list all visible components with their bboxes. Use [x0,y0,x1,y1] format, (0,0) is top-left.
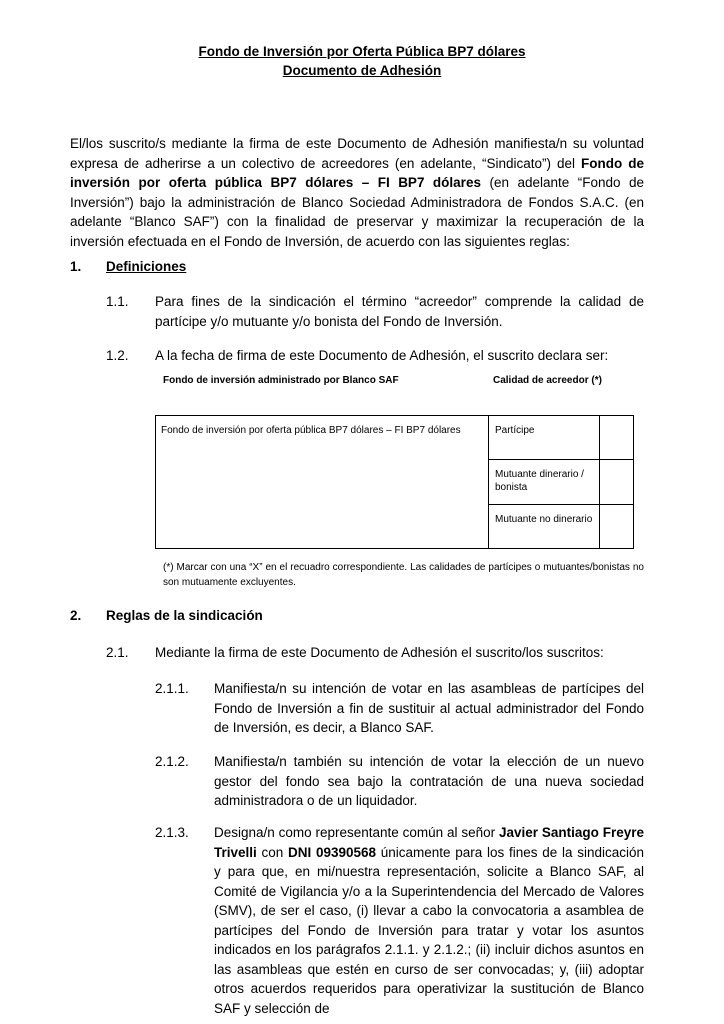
table-footnote: (*) Marcar con una “X” en el recuadro correspondiente. Las calidades de partícipes o mutuantes/bonistas no son mutuamente excluyentes. [163,562,644,588]
table-header-fund: Fondo de inversión administrado por Blanco SAF [163,375,399,386]
intro-paragraph: El/los suscrito/s mediante la firma de este Documento de Adhesión manifiesta/n su voluntad expresa de adherirse a un colectivo de acreedores (en adelante, “Sindicato”) del Fondo de inversión por oferta pública BP7 dólares – FI BP7 dólares (en adelante “Fondo de Inversión”) bajo la administración de Blanco Sociedad Administradora de Fondos S.A.C. (en adelante “Blanco SAF”) con la finalidad de preservar y maximizar la recuperación de la inversión efectuada en el Fondo de Inversión, de acuerdo con las siguientes reglas: [70,136,645,249]
item-2-1-2-text: Manifiesta/n también su intención de votar la elección de un nuevo gestor del fondo sea bajo la contratación de una nueva sociedad administradora o de un liquidador. [214,754,644,808]
item-1-1-text: Para fines de la sindicación el término “acreedor” comprende la calidad de partícipe y/o mutuante y/o bonista del Fondo de Inversión. [155,294,644,329]
section-1-title: Definiciones [106,259,187,274]
fund-name-cell: Fondo de inversión por oferta pública BP7 dólares – FI BP7 dólares [156,416,489,549]
item-2-1-1-text: Manifiesta/n su intención de votar en las asambleas de partícipes del Fondo de Inversión a fin de sustituir al actual administrador del Fondo de Inversión, es decir, a Blanco SAF. [214,681,644,735]
item-2-1-3-number: 2.1.3. [155,825,189,840]
item-2-1-1-number: 2.1.1. [155,681,189,696]
representative-name: Javier Santiago Freyre Trivelli [214,825,644,860]
table-header-quality: Calidad de acreedor (*) [493,375,602,386]
checkbox-participe[interactable] [600,416,634,460]
quality-label-participe: Partícipe [489,416,600,460]
checkbox-mutuante-no-dinerario[interactable] [600,505,634,549]
item-2-1-text: Mediante la firma de este Documento de Adhesión el suscrito/los suscritos: [155,645,604,660]
item-1-2-number: 1.2. [106,348,129,363]
document-subtitle: Documento de Adhesión [282,63,442,78]
quality-label-mutuante-dinerario: Mutuante dinerario / bonista [489,460,600,505]
creditor-table [155,415,634,549]
representative-dni: DNI 09390568 [288,844,377,860]
item-2-1-2-number: 2.1.2. [155,754,189,769]
checkbox-mutuante-dinerario[interactable] [600,460,634,505]
section-1-number: 1. [70,259,82,274]
document-title: Fondo de Inversión por Oferta Pública BP7 dólares [198,44,526,59]
table-row [156,416,634,460]
section-2-title: Reglas de la sindicación [106,608,263,623]
item-2-1-3-text: Designa/n como representante común al señor Javier Santiago Freyre Trivelli con DNI 09390568 únicamente para los fines de la sindicación y para que, en mi/nuestra representación, solicite a Blanco SAF, al Comité de Vigilancia y/o a la Superintendencia del Mercado de Valores (SMV), de ser el caso, (i) llevar a cabo la convocatoria a asamblea de partícipes del Fondo de Inversión para tratar y votar los asuntos indicados en los parágrafos 2.1.1. y 2.1.2.; (ii) incluir dichos asuntos en las asambleas que estén en curso de ser convocadas; y, (iii) adoptar otros acuerdos requeridos para operativizar la sustitución de Blanco SAF y selección de [214,825,644,1016]
item-2-1-number: 2.1. [106,645,129,660]
section-2-number: 2. [70,608,82,623]
item-1-2-text: A la fecha de firma de este Documento de Adhesión, el suscrito declara ser: [155,348,609,363]
item-1-1-number: 1.1. [106,294,129,309]
quality-label-mutuante-no-dinerario: Mutuante no dinerario [489,505,600,549]
